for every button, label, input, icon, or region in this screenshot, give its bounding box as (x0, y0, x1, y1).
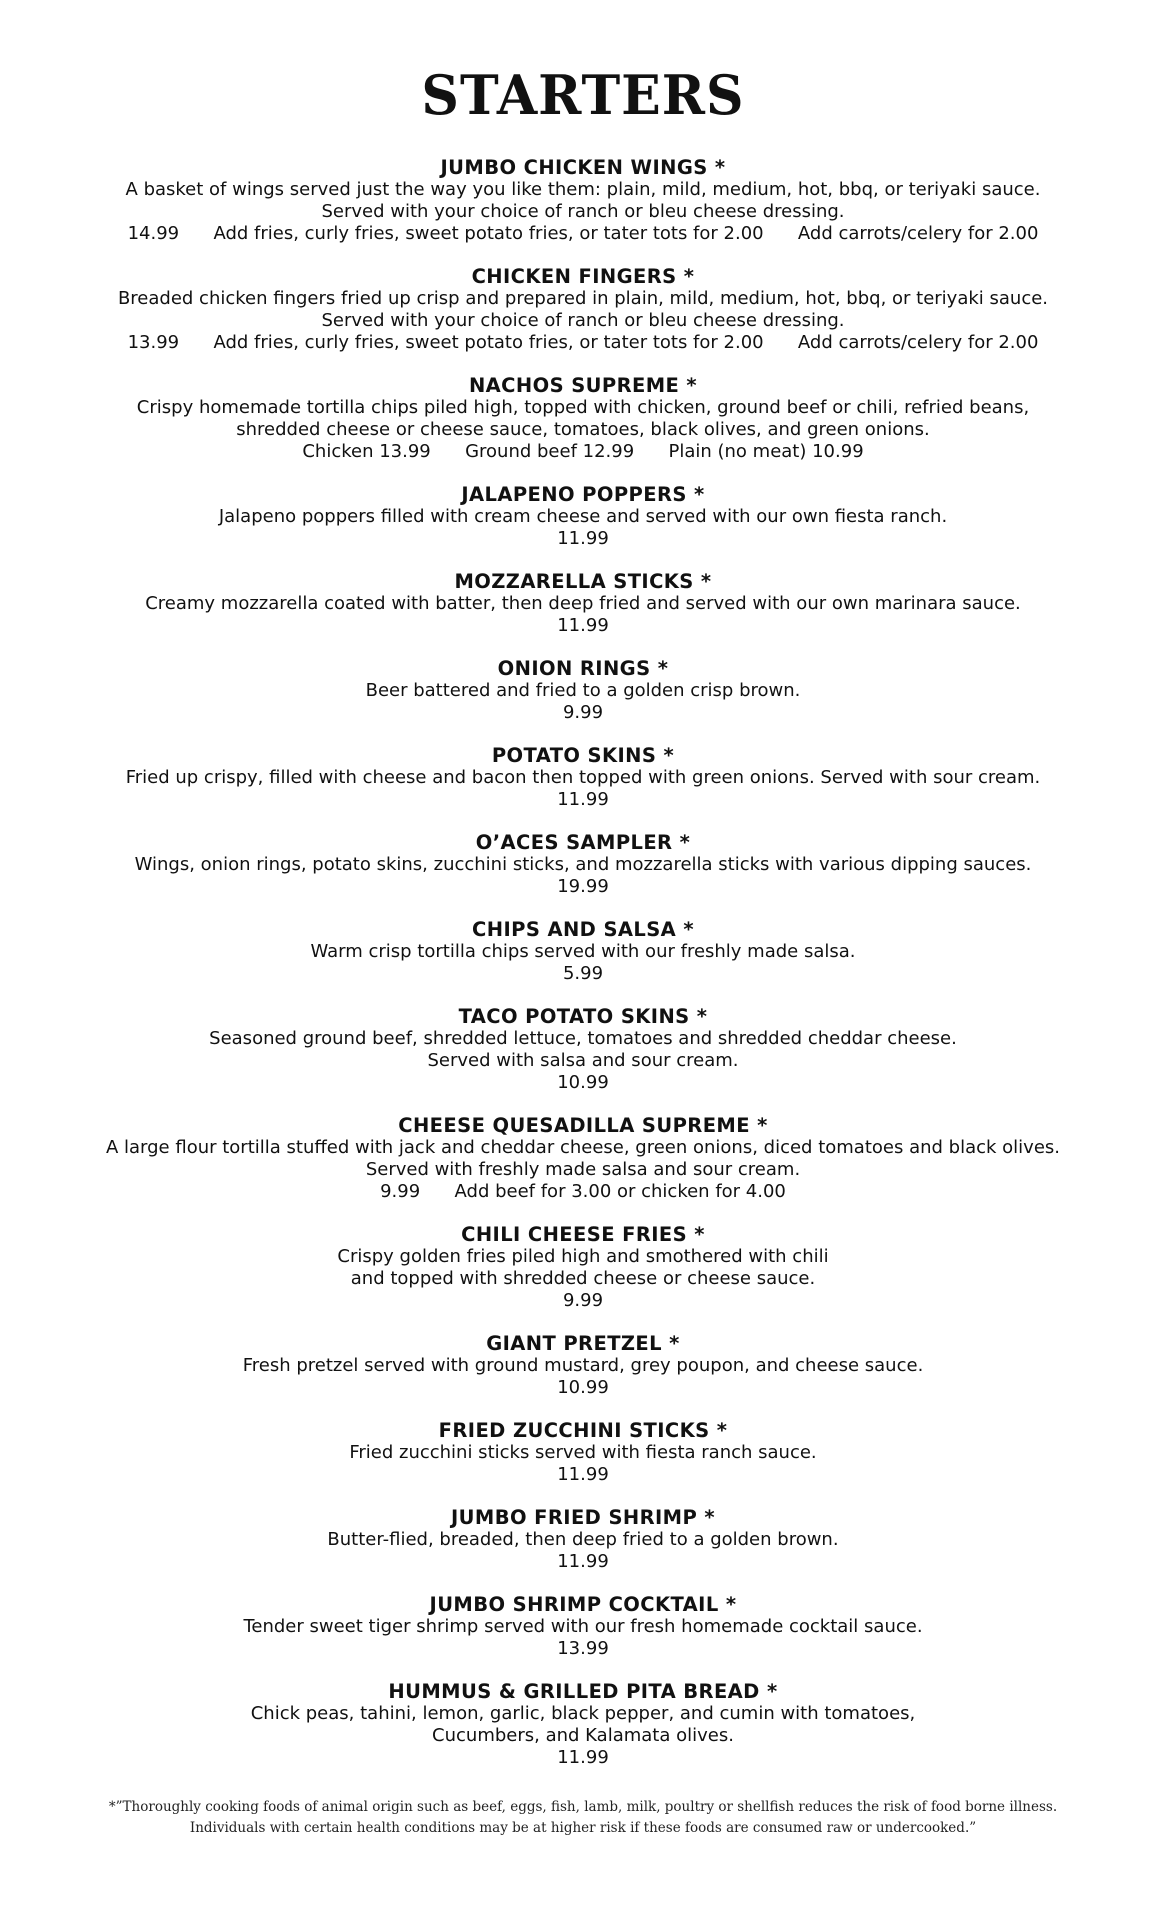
menu-item-name: CHIPS AND SALSA * (472, 918, 694, 941)
menu-item-price-line: 11.99 (557, 789, 609, 810)
menu-item-description: shredded cheese or cheese sauce, tomatoes, black olives, and green onions. (236, 419, 930, 440)
menu-item (0, 1594, 1166, 1660)
menu-item-name: FRIED ZUCCHINI STICKS * (438, 1419, 728, 1442)
footnote-line: *”Thoroughly cooking foods of animal origin such as beef, eggs, fish, lamb, milk, poultry or shellfish reduces the risk of food borne illness. (108, 1799, 1058, 1815)
menu-item-name: JUMBO CHICKEN WINGS * (440, 156, 726, 179)
menu-item-description: Served with freshly made salsa and sour cream. (365, 1159, 801, 1180)
menu-item (0, 571, 1166, 637)
menu-item-price-line: 14.99 Add fries, curly fries, sweet potato fries, or tater tots for 2.00 Add carrots/celery for 2.00 (127, 223, 1039, 244)
menu-item (0, 919, 1166, 985)
menu-item-price-line: 5.99 (562, 963, 604, 984)
menu-item (0, 375, 1166, 463)
menu-item-price-line: 11.99 (557, 1747, 609, 1768)
page-title: STARTERS (421, 63, 745, 128)
menu-item-description: Fried up crispy, filled with cheese and bacon then topped with green onions. Served with sour cream. (125, 767, 1041, 788)
menu-item (0, 832, 1166, 898)
menu-item-description: Jalapeno poppers filled with cream cheese and served with our own fiesta ranch. (218, 506, 948, 527)
menu-item-description: and topped with shredded cheese or cheese sauce. (350, 1268, 816, 1289)
menu-item-price-line: 19.99 (557, 876, 609, 897)
menu-item-description: Crispy homemade tortilla chips piled high, topped with chicken, ground beef or chili, refried beans, (136, 397, 1030, 418)
menu-item-description: A large flour tortilla stuffed with jack and cheddar cheese, green onions, diced tomatoes and black olives. (105, 1137, 1061, 1158)
menu-item-description: Fresh pretzel served with ground mustard, grey poupon, and cheese sauce. (242, 1355, 924, 1376)
menu-item-price-line: 10.99 (557, 1072, 609, 1093)
menu-item-description: Served with your choice of ranch or bleu cheese dressing. (321, 310, 845, 331)
menu-item (0, 1115, 1166, 1203)
menu-item-description: Crispy golden fries piled high and smothered with chili (337, 1246, 829, 1267)
menu-item (0, 484, 1166, 550)
menu-item-name: POTATO SKINS * (491, 744, 675, 767)
menu-item-name: CHEESE QUESADILLA SUPREME * (398, 1114, 768, 1137)
menu-item (0, 658, 1166, 724)
footnote-line: Individuals with certain health conditions may be at higher risk if these foods are consumed raw or undercooked.” (189, 1820, 977, 1836)
menu-item-price-line: 13.99 (557, 1638, 609, 1659)
menu-item-name: JALAPENO POPPERS * (461, 483, 705, 506)
menu-item-description: Wings, onion rings, potato skins, zucchini sticks, and mozzarella sticks with various dipping sauces. (134, 854, 1032, 875)
menu-item-description: Fried zucchini sticks served with fiesta ranch sauce. (349, 1442, 817, 1463)
menu-item (0, 1006, 1166, 1094)
menu-item-description: Beer battered and fried to a golden crisp brown. (365, 680, 801, 701)
menu-item-name: ONION RINGS * (497, 657, 669, 680)
menu-item-description: Tender sweet tiger shrimp served with our fresh homemade cocktail sauce. (243, 1616, 923, 1637)
menu-item-price-line: 9.99 Add beef for 3.00 or chicken for 4.00 (380, 1181, 786, 1202)
menu-item (0, 745, 1166, 811)
menu-item (0, 1681, 1166, 1769)
menu-item-description: Butter-flied, breaded, then deep fried to a golden brown. (327, 1529, 839, 1550)
menu-item-description: Warm crisp tortilla chips served with our freshly made salsa. (310, 941, 856, 962)
menu-item-description: Seasoned ground beef, shredded lettuce, tomatoes and shredded cheddar cheese. (209, 1028, 957, 1049)
menu-item-description: Served with salsa and sour cream. (427, 1050, 739, 1071)
menu-item-name: HUMMUS & GRILLED PITA BREAD * (388, 1680, 778, 1703)
menu-item (0, 1333, 1166, 1399)
menu-item-name: O’ACES SAMPLER * (475, 831, 691, 854)
menu-item-price-line: 9.99 (562, 702, 604, 723)
menu-item-name: JUMBO FRIED SHRIMP * (451, 1506, 715, 1529)
menu-item-name: NACHOS SUPREME * (468, 374, 698, 397)
menu-item (0, 157, 1166, 245)
menu-item-name: MOZZARELLA STICKS * (454, 570, 712, 593)
menu-item-price-line: 13.99 Add fries, curly fries, sweet potato fries, or tater tots for 2.00 Add carrots/celery for 2.00 (127, 332, 1039, 353)
menu-item-description: Chick peas, tahini, lemon, garlic, black pepper, and cumin with tomatoes, (250, 1703, 916, 1724)
menu-item-description: Served with your choice of ranch or bleu cheese dressing. (321, 201, 845, 222)
menu-item-name: CHILI CHEESE FRIES * (461, 1223, 705, 1246)
menu-item-price-line: 11.99 (557, 1464, 609, 1485)
menu-item (0, 1224, 1166, 1312)
menu-item-description: A basket of wings served just the way you like them: plain, mild, medium, hot, bbq, or teriyaki sauce. (125, 179, 1041, 200)
menu-item-price-line: 10.99 (557, 1377, 609, 1398)
menu-item-price-line: 11.99 (557, 1551, 609, 1572)
menu-item-name: GIANT PRETZEL * (486, 1332, 680, 1355)
menu-item-description: Breaded chicken fingers fried up crisp and prepared in plain, mild, medium, hot, bbq, or teriyaki sauce. (117, 288, 1049, 309)
menu-item-price-line: 11.99 (557, 615, 609, 636)
menu-item-name: CHICKEN FINGERS * (471, 265, 695, 288)
menu-item-description: Creamy mozzarella coated with batter, then deep fried and served with our own marinara sauce. (145, 593, 1021, 614)
food-safety-footnote (0, 1797, 1166, 1839)
menu-items (0, 157, 1166, 1790)
menu-item-description: Cucumbers, and Kalamata olives. (432, 1725, 734, 1746)
menu-item-name: JUMBO SHRIMP COCKTAIL * (429, 1593, 737, 1616)
menu-item (0, 266, 1166, 354)
menu-item-price-line: Chicken 13.99 Ground beef 12.99 Plain (no meat) 10.99 (302, 441, 864, 462)
menu-item-price-line: 11.99 (557, 528, 609, 549)
menu-item (0, 1420, 1166, 1486)
menu-item-price-line: 9.99 (562, 1290, 604, 1311)
menu-item (0, 1507, 1166, 1573)
menu-item-name: TACO POTATO SKINS * (458, 1005, 708, 1028)
